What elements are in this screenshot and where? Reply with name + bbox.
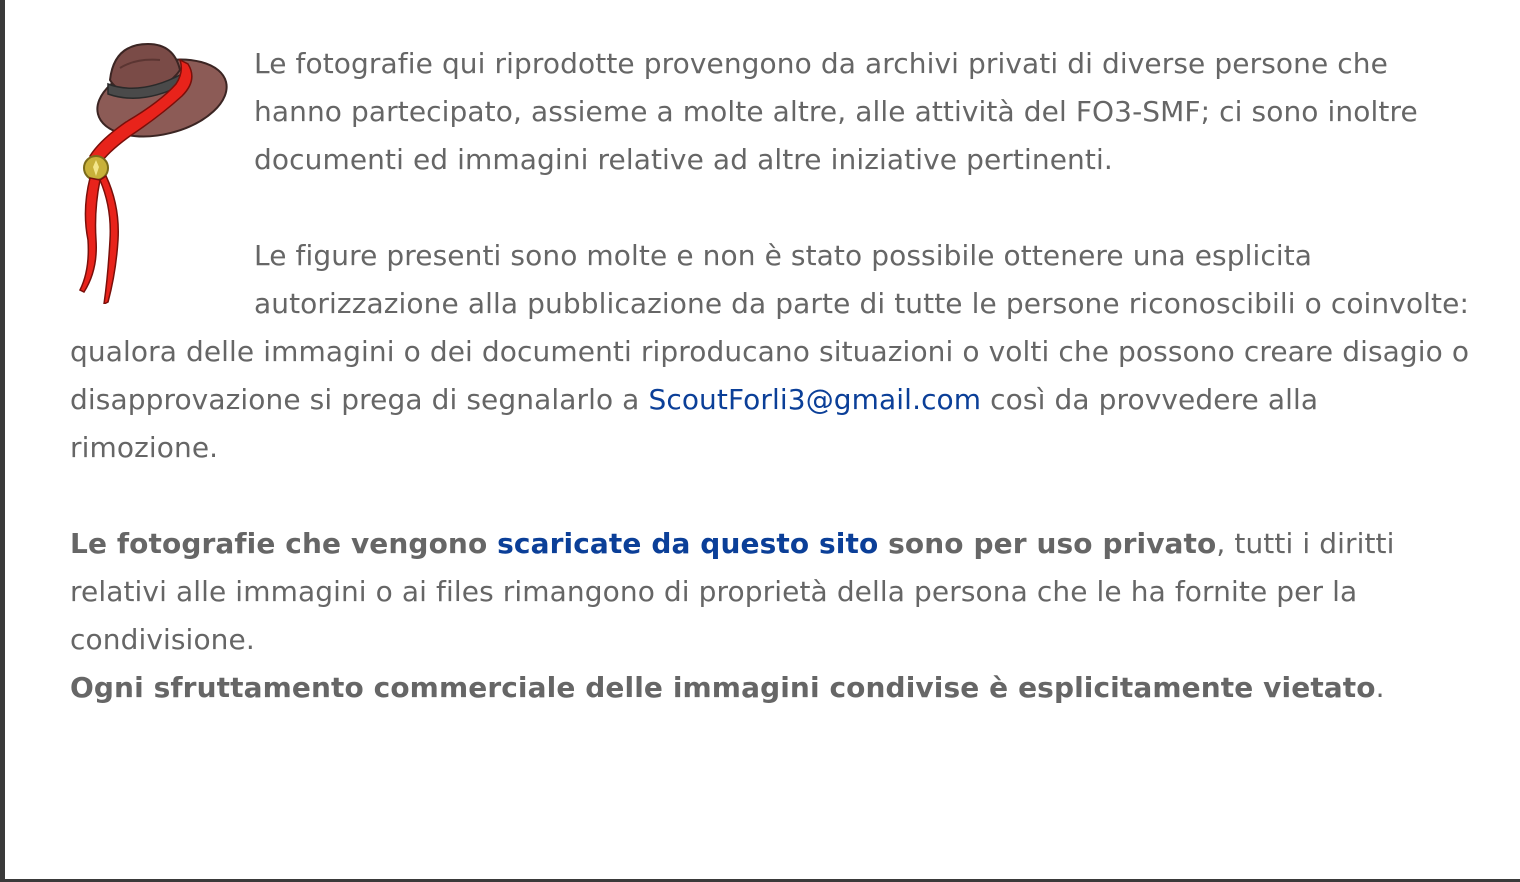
rights-bold-middle: sono per uso privato bbox=[878, 527, 1217, 560]
rights-text: , tutti i diritti relativi alle immagini o ai files rimangono di proprietà della persona che le ha fornite per la condivisione. bbox=[70, 527, 1395, 656]
commercial-paragraph bbox=[70, 664, 1470, 712]
rights-bold-start: Le fotografie che vengono bbox=[70, 527, 498, 560]
commercial-period: . bbox=[1375, 671, 1385, 704]
download-link[interactable] bbox=[497, 527, 878, 560]
download-link-label: scaricate da questo sito bbox=[497, 527, 879, 560]
paragraph-spacer bbox=[70, 184, 1470, 232]
rights-paragraph bbox=[70, 520, 1470, 664]
intro-text: Le fotografie qui riprodotte provengono da archivi privati di diverse persone che hanno partecipato, assieme a molte altre, alle attività del FO3-SMF; ci sono inoltre documenti ed immagini relative ad altre iniziative pertinenti. bbox=[254, 47, 1418, 176]
email-link[interactable]: ScoutForli3@gmail.com bbox=[648, 383, 982, 416]
consent-text: Le figure presenti sono molte e non è stato possibile ottenere una esplicita autorizzazione alla pubblicazione da parte di tutte le persone riconoscibili o coinvolte: qualora delle immagini o dei documenti riproducano situazioni o volti che possono creare disagio o disapprovazione si prega di segnalarlo a bbox=[70, 239, 1470, 416]
disclaimer-content bbox=[70, 40, 1470, 712]
commercial-bold-text: Ogni sfruttamento commerciale delle immagini condivise è esplicitamente vietato bbox=[70, 671, 1376, 704]
paragraph-spacer bbox=[70, 472, 1470, 520]
consent-paragraph bbox=[70, 232, 1470, 472]
intro-paragraph bbox=[70, 40, 1470, 184]
scout-hat-scarf-icon bbox=[70, 40, 254, 304]
consent-text-end: così da provvedere alla rimozione. bbox=[70, 383, 1319, 464]
